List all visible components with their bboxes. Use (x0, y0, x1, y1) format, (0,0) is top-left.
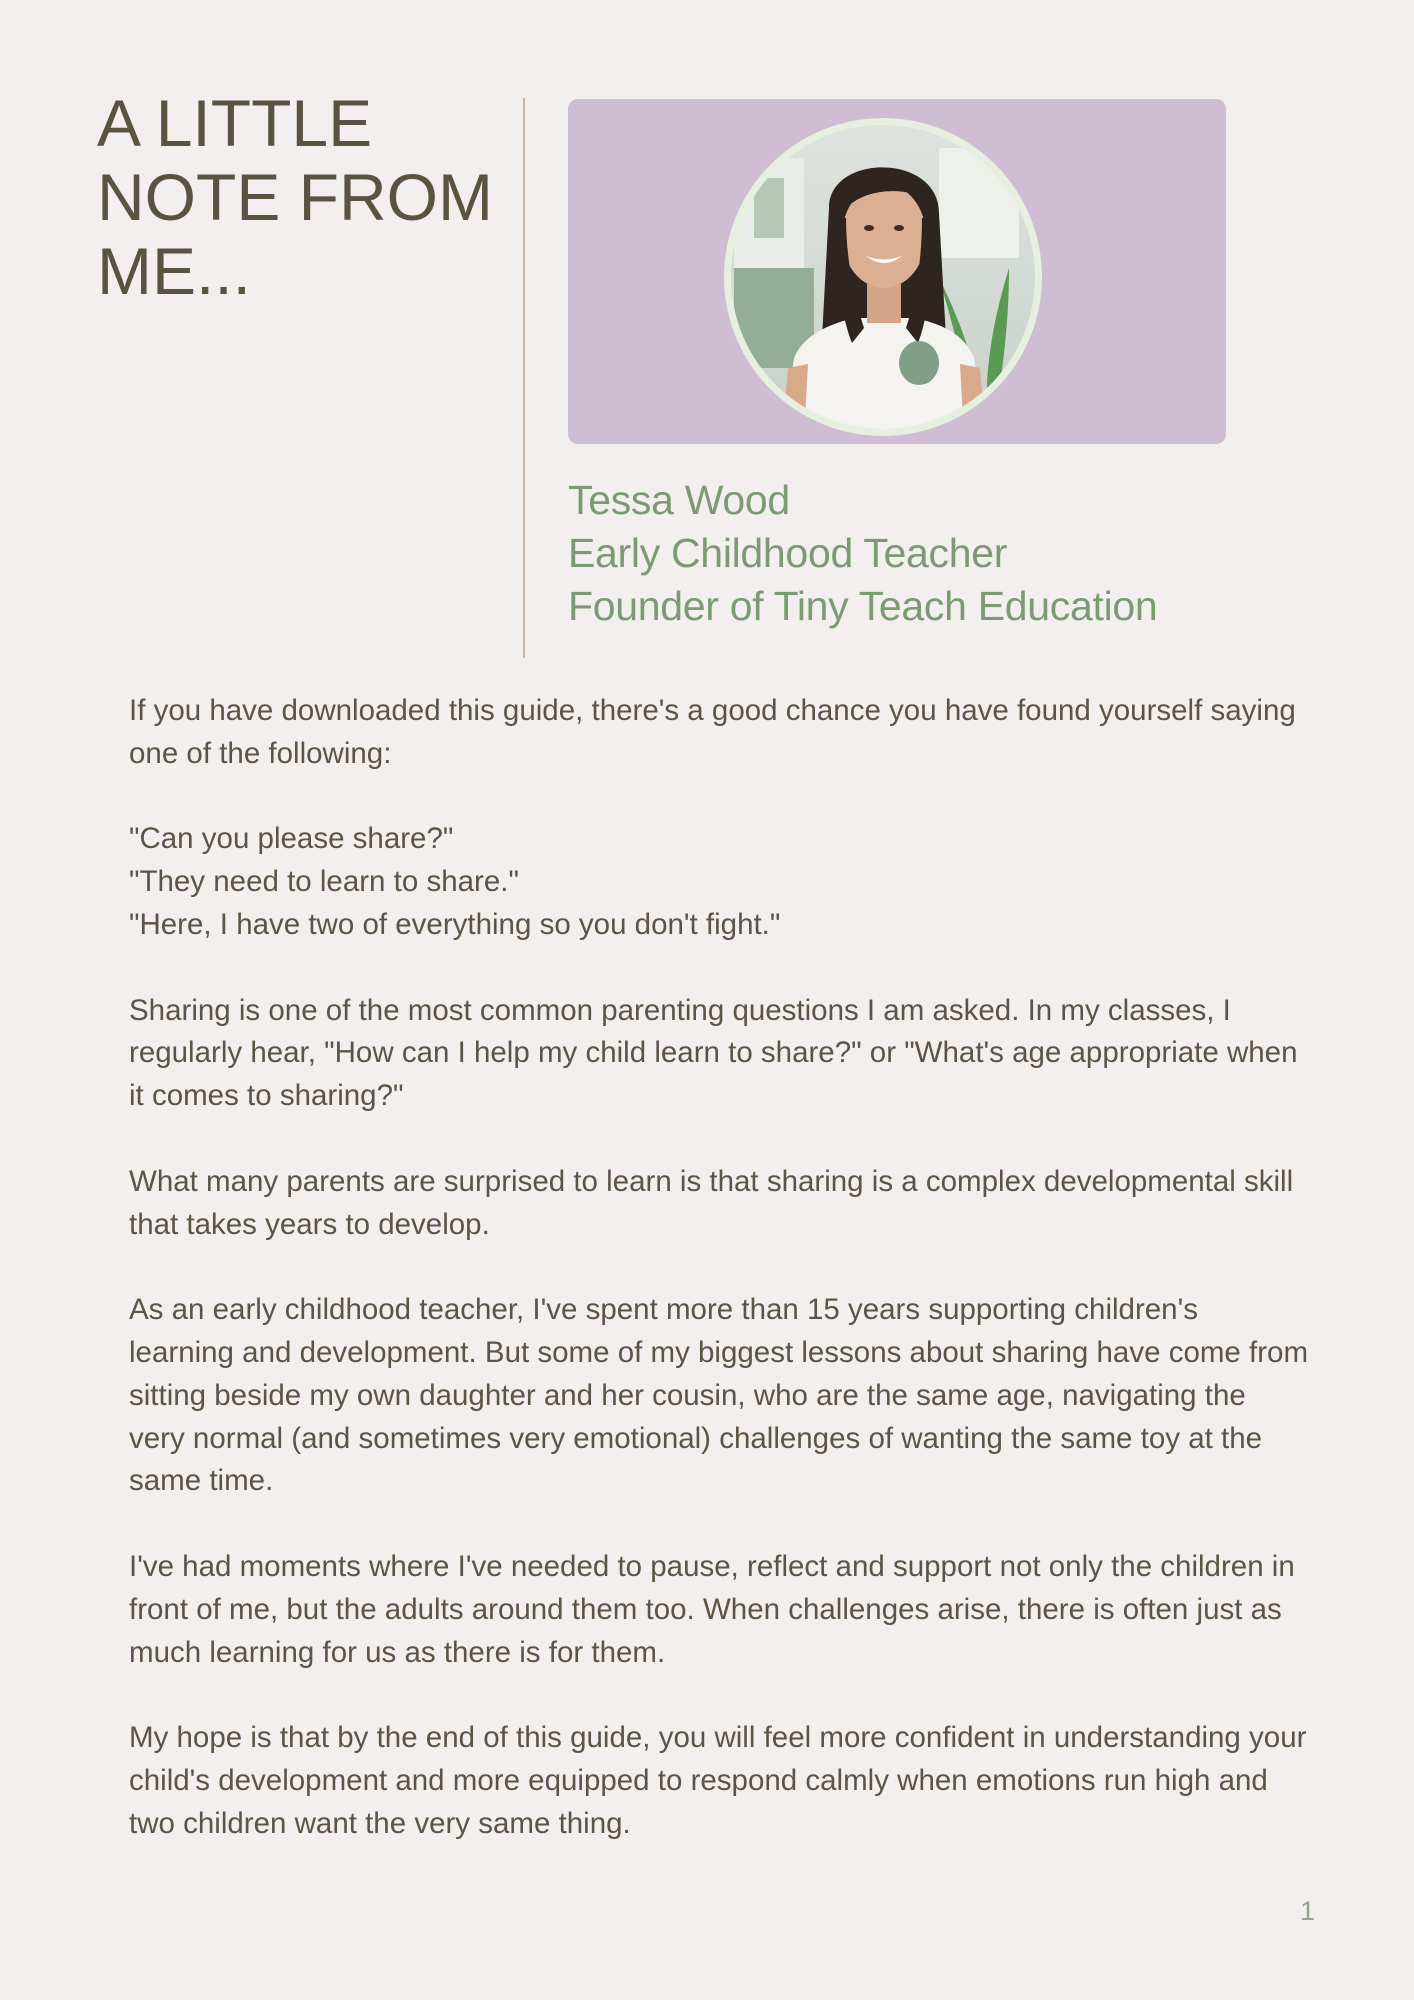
paragraph-5: I've had moments where I've needed to pause, reflect and support not only the children in front of me, but the adults around them too. When challenges arise, there is often just as much learning for us as there is for them. (129, 1549, 1295, 1669)
quote-3: "Here, I have two of everything so you don't fight." (129, 907, 781, 941)
letter-body (129, 690, 1309, 1888)
author-info (568, 474, 1157, 633)
title-line-1: A LITTLE (97, 86, 373, 160)
author-portrait (724, 118, 1042, 436)
author-role: Early Childhood Teacher (568, 530, 1008, 576)
photo-card (568, 99, 1226, 444)
author-name: Tessa Wood (568, 477, 790, 523)
page-title (97, 86, 497, 308)
page-number: 1 (1299, 1896, 1315, 1926)
title-line-2: NOTE FROM (97, 160, 493, 234)
paragraph-2: Sharing is one of the most common parenting questions I am asked. In my classes, I regularly hear, "How can I help my child learn to share?" or "What's age appropriate when it comes to sharing?" (129, 993, 1298, 1113)
author-org: Founder of Tiny Teach Education (568, 583, 1158, 629)
paragraph-4: As an early childhood teacher, I've spent more than 15 years supporting children's learning and development. But some of my biggest lessons about sharing have come from sitting beside my own daughter and her cousin, who are the same age, navigating the very normal (and sometimes very emotional) challenges of wanting the same toy at the same time. (129, 1293, 1309, 1498)
quote-1: "Can you please share?" (129, 822, 454, 856)
title-line-3: ME... (97, 234, 252, 308)
paragraph-intro: If you have downloaded this guide, there's a good chance you have found yourself saying one of the following: (129, 694, 1296, 770)
vertical-divider (523, 98, 525, 658)
quote-2: "They need to learn to share." (129, 865, 519, 899)
paragraph-3: What many parents are surprised to learn is that sharing is a complex developmental skill that takes years to develop. (129, 1164, 1294, 1241)
paragraph-6: My hope is that by the end of this guide, you will feel more confident in understanding your child's development and more equipped to respond calmly when emotions run high and two children want the very same thing. (129, 1721, 1307, 1840)
quote-list (129, 818, 1309, 946)
